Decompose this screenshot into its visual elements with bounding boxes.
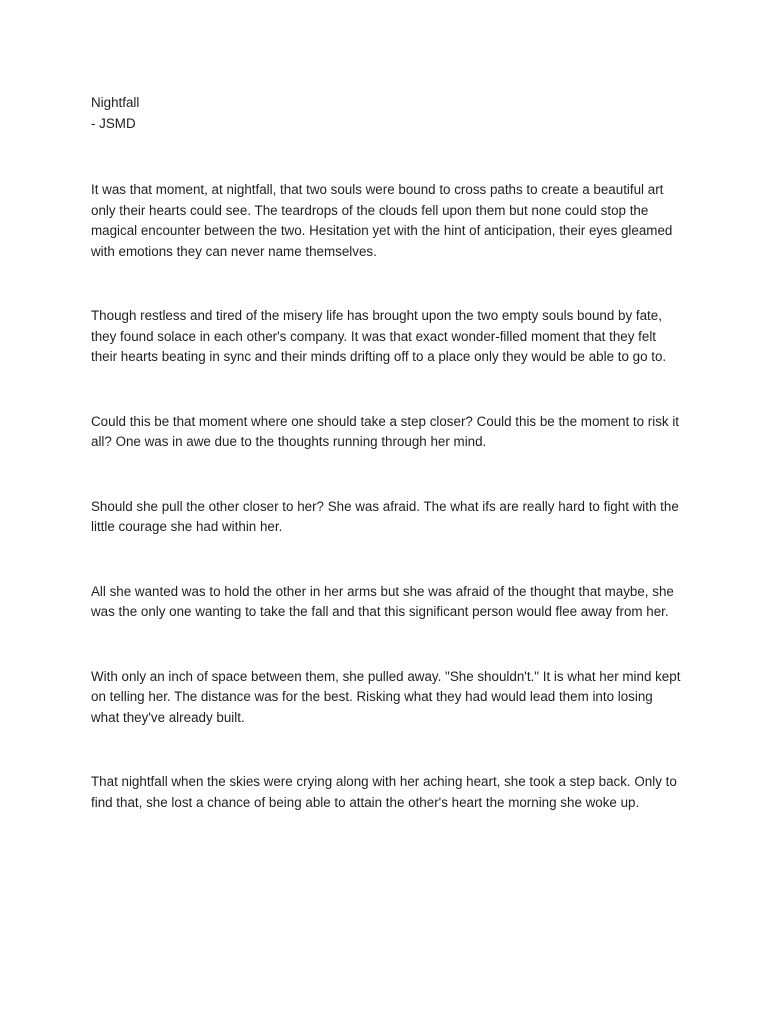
paragraph-5: All she wanted was to hold the other in her arms but she was afraid of the thought that maybe, she was the only one wanting to take the fall and that this significant person would flee away from her. [91,583,674,619]
paragraph-7: That nightfall when the skies were crying along with her aching heart, she took a step back. Only to find that, she lost a chance of being able to attain the other's heart the morning she woke up. [91,774,677,810]
document-author: - JSMD [91,115,136,131]
document-body [91,93,681,813]
paragraph-2: Though restless and tired of the misery life has brought upon the two empty souls bound by fate, they found solace in each other's company. It was that exact wonder-filled moment that they felt their hearts beating in sync and their minds drifting off to a place only they would be able to go to. [91,308,667,364]
paragraph-4: Should she pull the other closer to her? She was afraid. The what ifs are really hard to fight with the little courage she had within her. [91,498,679,534]
paragraph-3: Could this be that moment where one should take a step closer? Could this be the moment to risk it all? One was in awe due to the thoughts running through her mind. [91,413,680,449]
paragraph-1: It was that moment, at nightfall, that two souls were bound to cross paths to create a beautiful art only their hearts could see. The teardrops of the clouds fell upon them but none could stop the magical encounter between the two. Hesitation yet with the hint of anticipation, their eyes gleamed with emotions they can never name themselves. [91,182,673,259]
paragraph-6: With only an inch of space between them, she pulled away. "She shouldn't." It is what her mind kept on telling her. The distance was for the best. Risking what they had would lead them into losing what they've already built. [91,668,681,725]
document-title: Nightfall [91,95,140,110]
